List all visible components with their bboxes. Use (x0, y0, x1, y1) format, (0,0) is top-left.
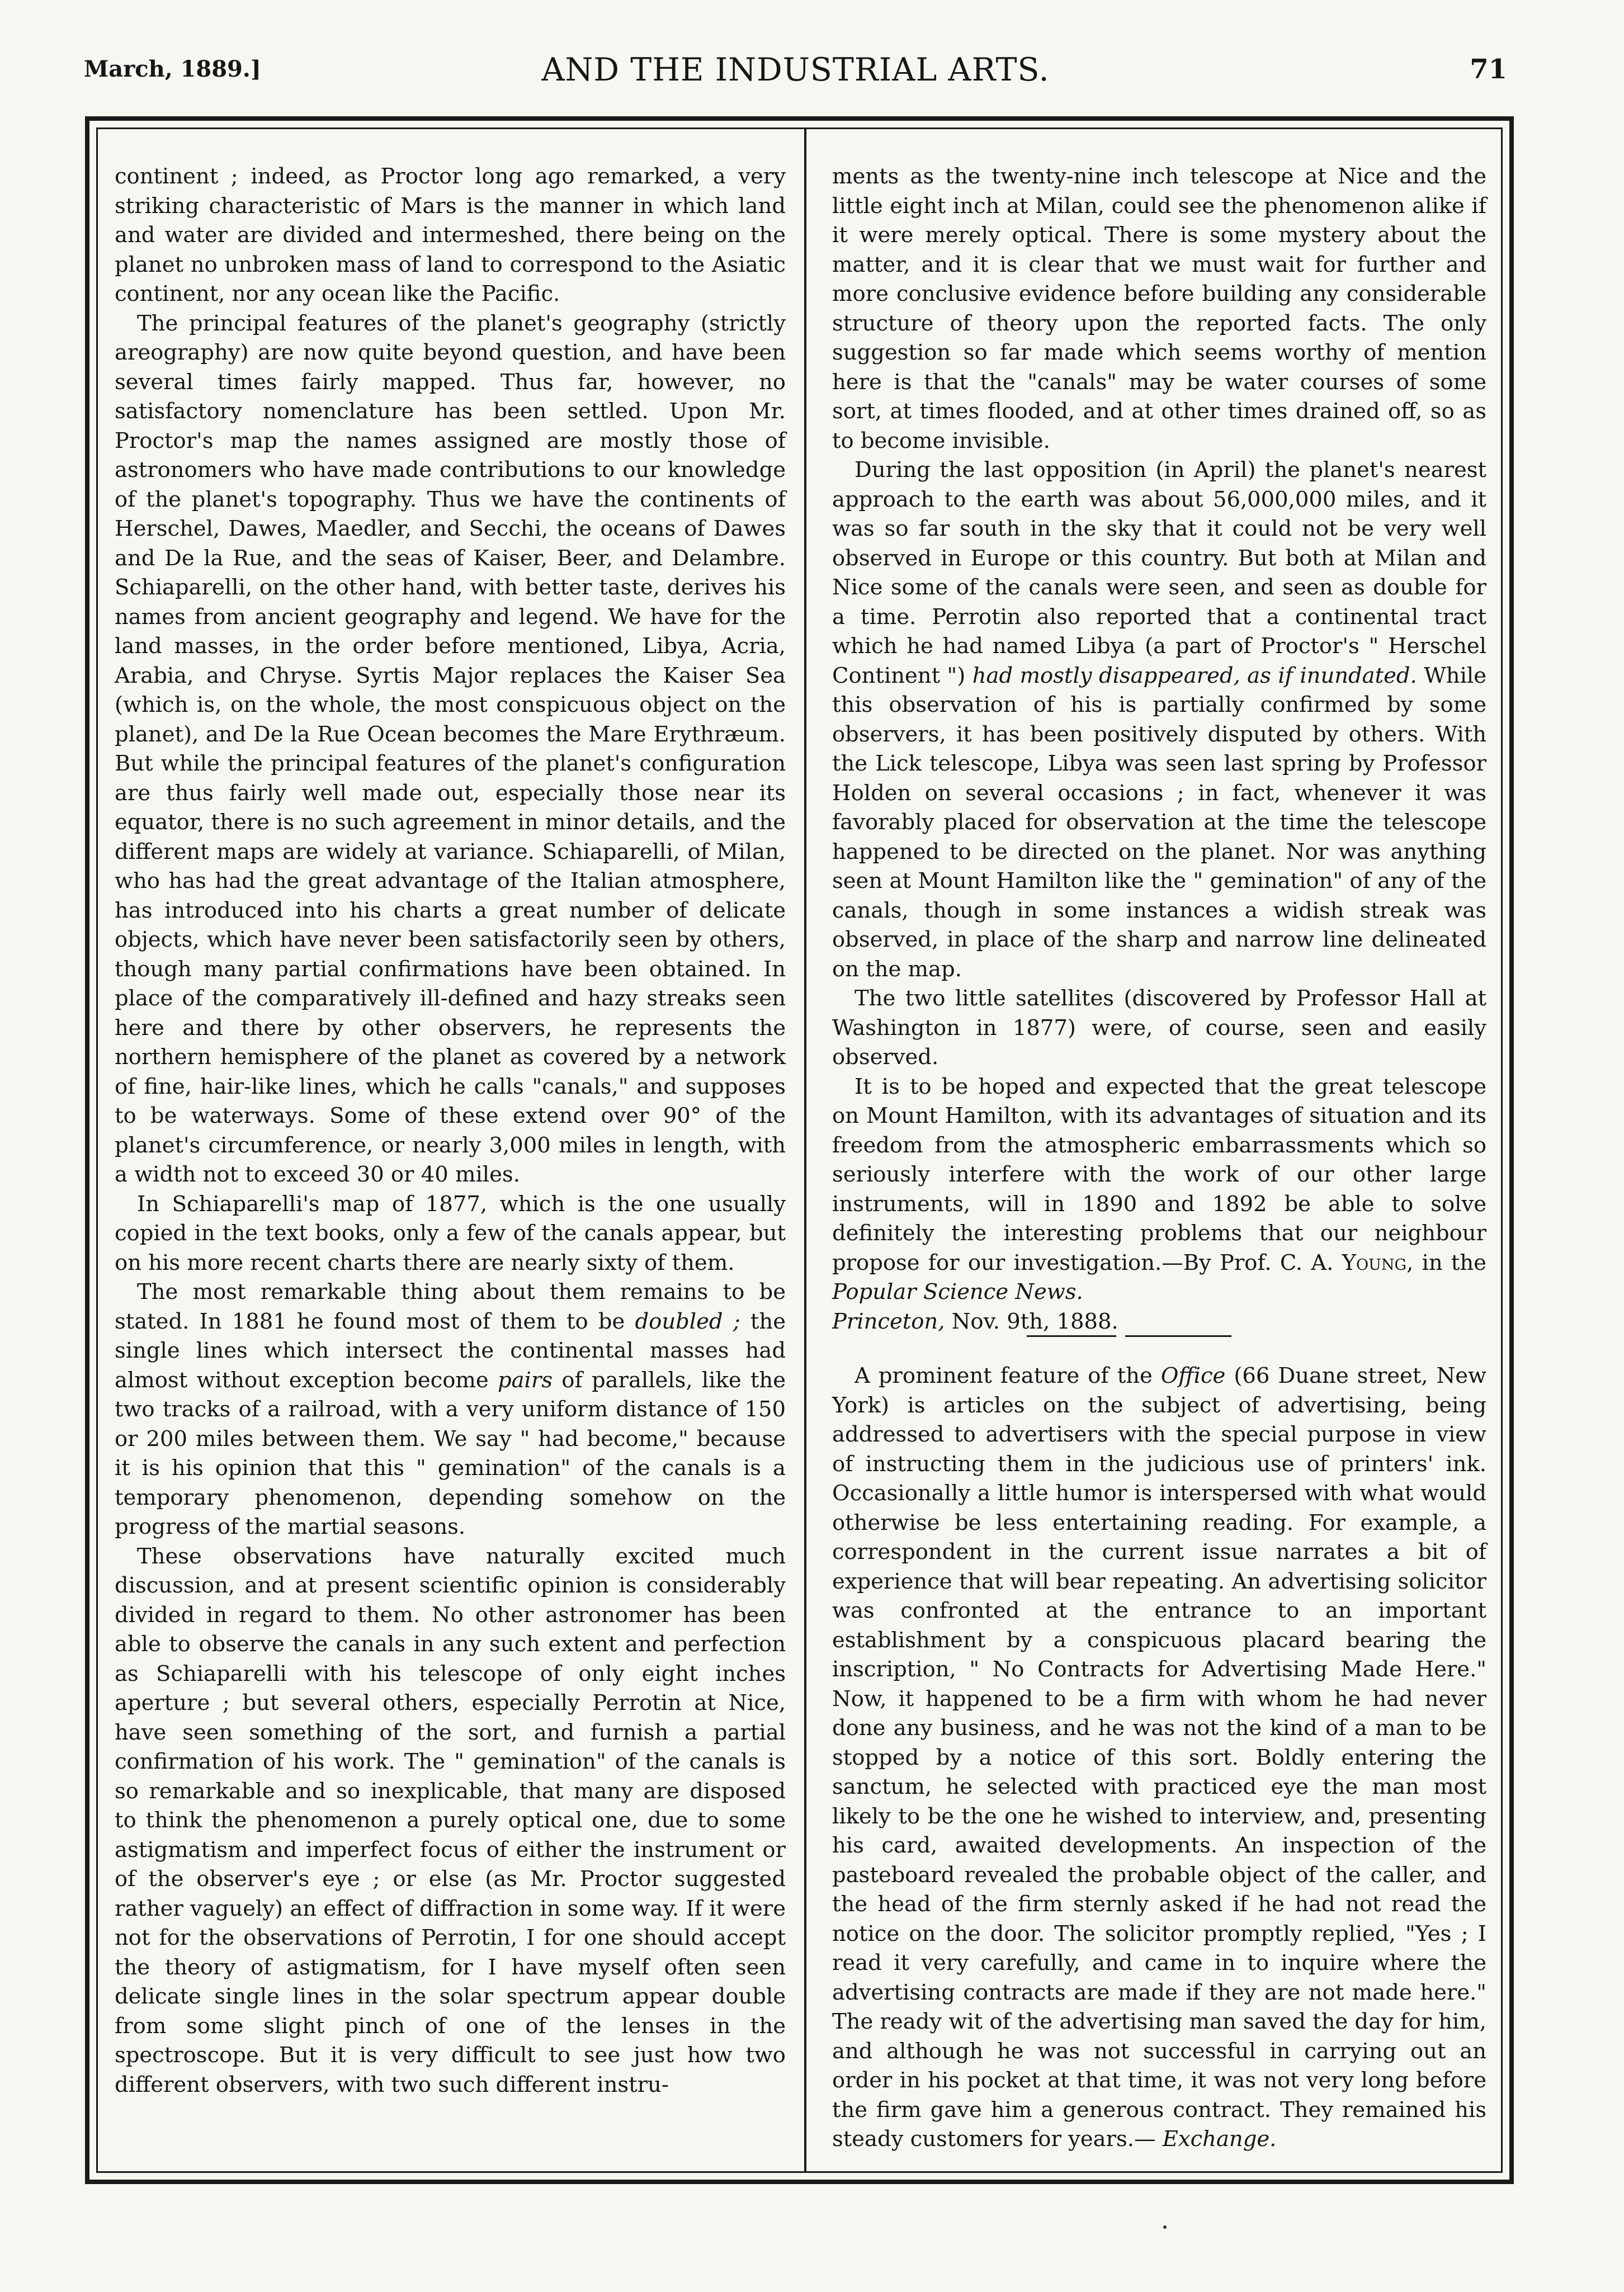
source-title: Popular Science News. (832, 1279, 1083, 1305)
text-run: in the (1422, 1250, 1486, 1275)
article-two (832, 1362, 1486, 2154)
date: Nov. 9th, 1888. (951, 1308, 1118, 1334)
column-rule (804, 127, 806, 2173)
header-date: March, 1889.] (84, 56, 261, 82)
paragraph: The two little satellites (discovered by Professor Hall at Washington in 1877) were, of course, seen and easily observed. (832, 986, 1486, 1070)
running-header (84, 51, 1507, 91)
paragraph: continent ; indeed, as Proctor long ago remarked, a very striking characteristic of Mars is the manner in which land and water are divided and intermeshed, there being on the planet no unbroken mass of land to correspond to the Asiatic continent, nor any ocean like the Pacific. (115, 164, 786, 306)
print-speck (1163, 2225, 1167, 2229)
paragraph-gemination (115, 1278, 786, 1542)
rule-segment (1027, 1335, 1116, 1337)
text-run: While this observation of his is partially confirmed by some observers, it has been positively disputed by others. With the Lick telescope, Libya was seen last spring by Professor Holden on several occasions ; in fact, whenever it was favorably placed for observation at the time the telescope happened to be directed on the planet. Nor was anything seen at Mount Hamilton like the " gemination" of any of the canals, though in some instances a widish streak was observed, in place of the sharp and narrow line delineated on the map. (832, 663, 1487, 982)
italic-doubled: doubled ; (635, 1308, 740, 1334)
text-run: of parallels, like the two tracks of a railroad, with a very uniform distance of 150 or 200 miles between them. We say " had become," because it is his opinion that this " gemination" of the canals is a temporary phenomenon, depending somehow on the progress of the martial seasons. (115, 1367, 786, 1539)
paragraph-opposition (832, 456, 1486, 984)
italic-run: had mostly disappeared, as if inundated. (972, 663, 1417, 688)
header-title: AND THE INDUSTRIAL ARTS. (541, 51, 1050, 88)
left-column (115, 162, 786, 2100)
text-run: It is to be hoped and expected that the great telescope on Mount Hamilton, with its advantages of situation and its freedom from the atmospheric embarrassments which so seriously interfere with the work of our other large instruments, will in 1890 and 1892 be able to solve definitely the interesting problems that our neighbour propose for our investigation.—By Prof. C. A. (832, 1074, 1486, 1275)
paragraph: The principal features of the planet's geography (strictly areography) are now quite beyond question, and have been several times fairly mapped. Thus far, however, no satisfactory nomenclature has been settled. Upon Mr. Proctor's map the names assigned are mostly those of astronomers who have made contributions to our knowledge of the planet's topography. Thus we have the continents of Herschel, Dawes, Maedler, and Secchi, the oceans of Dawes and De la Rue, and the seas of Kaiser, Beer, and Delambre. Schiaparelli, on the other hand, with better taste, derives his names from ancient geography and legend. We have for the land masses, in the order before mentioned, Libya, Acria, Arabia, and Chryse. Syrtis Major replaces the Kaiser Sea (which is, on the whole, the most conspicuous object on the planet), and De la Rue Ocean becomes the Mare Erythræum. But while the principal features of the planet's configuration are thus fairly well made out, especially those near its equator, there is no such agreement in minor details, and the different maps are widely at variance. Schiaparelli, of Milan, who has had the great advantage of the Italian atmosphere, has introduced into his charts a great number of delicate objects, which have never been satisfactorily seen by others, though many partial confirmations have been obtained. In place of the comparatively ill-defined and hazy streaks seen here and there by other observers, he represents the northern hemisphere of the planet as covered by a network of fine, hair-like lines, which he calls "canals," and supposes to be waterways. Some of these extend over 90° of the planet's circumference, or nearly 3,000 miles in length, with a width not to exceed 30 or 40 miles. (115, 310, 786, 1187)
source-exchange: Exchange. (1162, 2126, 1277, 2152)
paragraph-advertising (832, 1362, 1486, 2154)
text-run: A prominent feature of the (855, 1363, 1153, 1388)
right-column (832, 162, 1486, 1336)
article-separator (1027, 1329, 1239, 1330)
paragraph-conclusion (832, 1072, 1486, 1307)
author-name: Young, (1342, 1250, 1414, 1275)
page-number: 71 (1470, 54, 1507, 85)
dateline (832, 1307, 1486, 1337)
rule-segment (1125, 1335, 1231, 1337)
paragraph: In Schiaparelli's map of 1877, which is the one usually copied in the text books, only a few of the canals appear, but on his more recent charts there are nearly sixty of them. (115, 1191, 786, 1275)
text-run: the single lines which intersect the continental masses had almost without exception become (115, 1308, 786, 1393)
text-run: (66 Duane street, New York) is articles on the subject of advertising, being addressed to advertisers with the special purpose in view of instructing them in the judicious use of printers' ink. Occasionally a little humor is interspersed with what would otherwise be less entertaining reading. For example, a correspondent in the current issue narrates a bit of experience that will bear repeating. An advertising solicitor was confronted at the entrance to an important establishment by a conspicuous placard bearing the inscription, " No Contracts for Advertising Made Here." Now, it happened to be a firm with whom he had never done any business, and he was not the kind of a man to be stopped by a notice of this sort. Boldly entering the sanctum, he selected with practiced eye the man most likely to be the one he wished to interview, and, presenting his card, awaited developments. An inspection of the pasteboard revealed the probable object of the caller, and the head of the firm sternly asked if he had not read the notice on the door. The solicitor promptly replied, "Yes ; I read it very carefully, and came in to inquire where the advertising contracts are made if they are not made here." The ready wit of the advertising man saved the day for him, and although he was not successful in carrying out an order in his pocket at that time, it was not very long before the firm gave him a generous contract. They remained his steady customers for years.— (832, 1363, 1487, 2152)
paragraph: These observations have naturally excited much discussion, and at present scientific opinion is considerably divided in regard to them. No other astronomer has been able to observe the canals in any such extent and perfection as Schiaparelli with his telescope of only eight inches aperture ; but several others, especially Perrotin at Nice, have seen something of the sort, and furnish a partial confirmation of his work. The " gemination" of the canals is so remarkable and so inexplicable, that many are disposed to think the phenomenon a purely optical one, due to some astigmatism and imperfect focus of either the instrument or of the observer's eye ; or else (as Mr. Proctor suggested rather vaguely) an effect of diffraction in some way. If it were not for the observations of Perrotin, I for one should accept the theory of astigmatism, for I have myself often seen delicate single lines in the solar spectrum appear double from some slight pinch of one of the lenses in the spectroscope. But it is very difficult to see just how two different observers, with two such different instru- (115, 1543, 786, 2097)
italic-pairs: pairs (497, 1367, 553, 1393)
place: Princeton, (832, 1308, 945, 1334)
text-run: The most remarkable thing about them remains to be stated. In 1881 he found most of them to be (115, 1279, 786, 1334)
text-run: During the last opposition (in April) the planet's nearest approach to the earth was about 56,000,000 miles, and it was so far south in the sky that it could not be very well observed in Europe or this country. But both at Milan and Nice some of the canals were seen, and seen as double for a time. Perrotin also reported that a continental tract which he had named Libya (a part of Proctor's " Herschel Continent ") (832, 457, 1486, 688)
italic-office: Office (1160, 1363, 1226, 1388)
paragraph: ments as the twenty-nine inch telescope at Nice and the little eight inch at Milan, could see the phenomenon alike if it were merely optical. There is some mystery about the matter, and it is clear that we must wait for further and more conclusive evidence before building any considerable structure of theory upon the reported facts. The only suggestion so far made which seems worthy of mention here is that the "canals" may be water courses of some sort, at times flooded, and at other times drained off, so as to become invisible. (832, 164, 1486, 453)
